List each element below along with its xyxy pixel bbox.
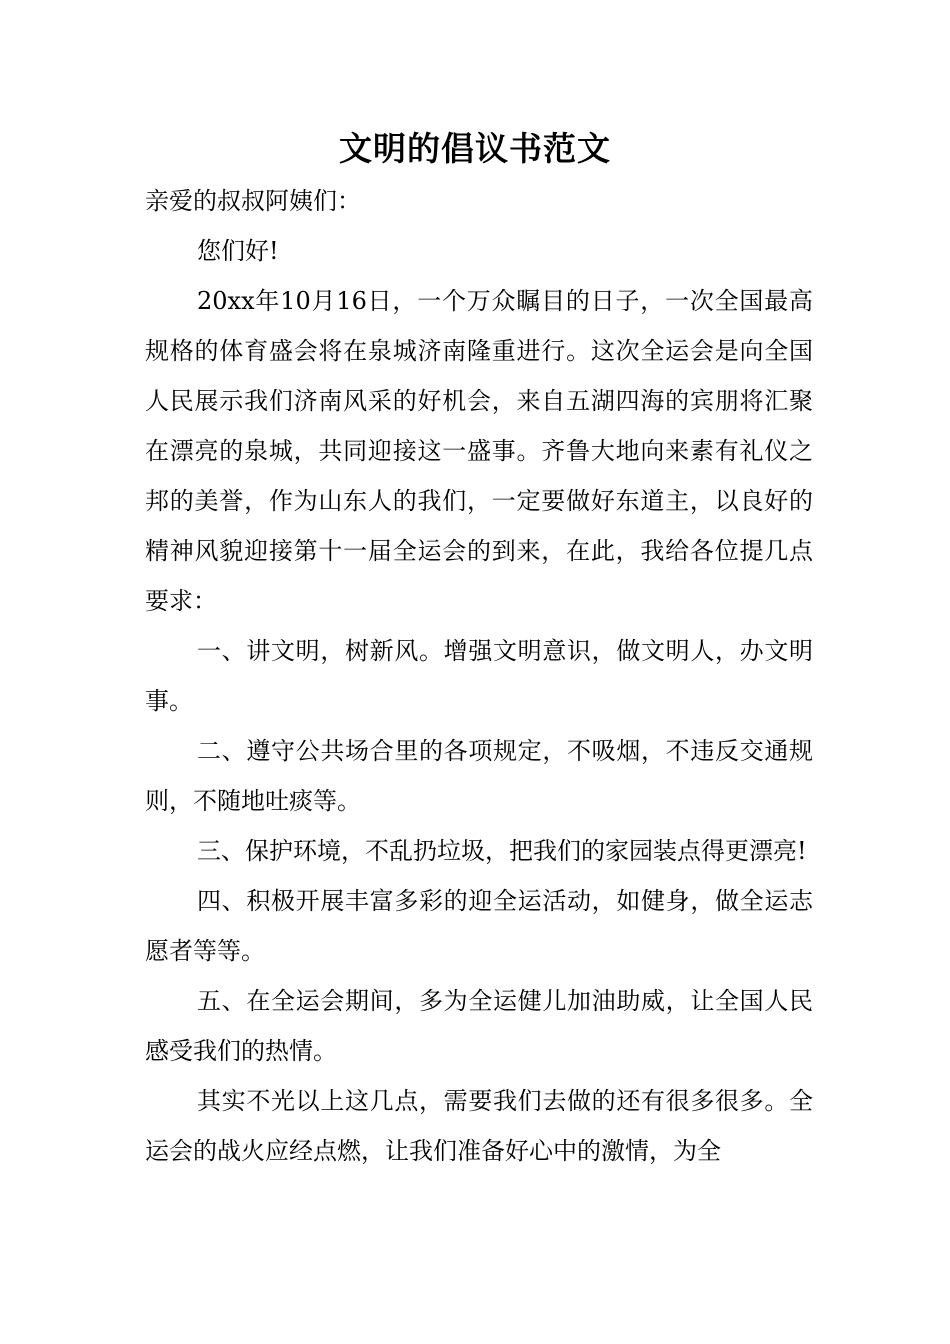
paragraph-closing: 其实不光以上这几点，需要我们去做的还有很多很多。全运会的战火应经点燃，让我们准备好心中的激情，为全 — [145, 1087, 813, 1165]
document-body — [145, 176, 813, 1176]
greeting: 您们好! — [197, 237, 279, 265]
document-title: 文明的倡议书范文 — [339, 129, 611, 168]
paragraph-point-3: 三、保护环境，不乱扔垃圾，把我们的家园装点得更漂亮! — [197, 837, 807, 865]
paragraph-point-1: 一、讲文明，树新风。增强文明意识，做文明人，办文明事。 — [145, 637, 813, 715]
salutation: 亲爱的叔叔阿姨们： — [145, 187, 361, 215]
paragraph-point-4: 四、积极开展丰富多彩的迎全运活动，如健身，做全运志愿者等等。 — [145, 887, 813, 965]
paragraph-point-5: 五、在全运会期间，多为全运健儿加油助威，让全国人民感受我们的热情。 — [145, 987, 813, 1065]
paragraph-point-2: 二、遵守公共场合里的各项规定，不吸烟，不违反交通规则，不随地吐痰等。 — [145, 737, 813, 815]
paragraph-intro: 20xx年10月16日，一个万众瞩目的日子，一次全国最高规格的体育盛会将在泉城济南隆重进行。这次全运会是向全国人民展示我们济南风采的好机会，来自五湖四海的宾朋将汇聚在漂亮的泉城，共同迎接这一盛事。齐鲁大地向来素有礼仪之邦的美誉，作为山东人的我们，一定要做好东道主，以良好的精神风貌迎接第十一届全运会的到来，在此，我给各位提几点要求： — [145, 287, 813, 615]
